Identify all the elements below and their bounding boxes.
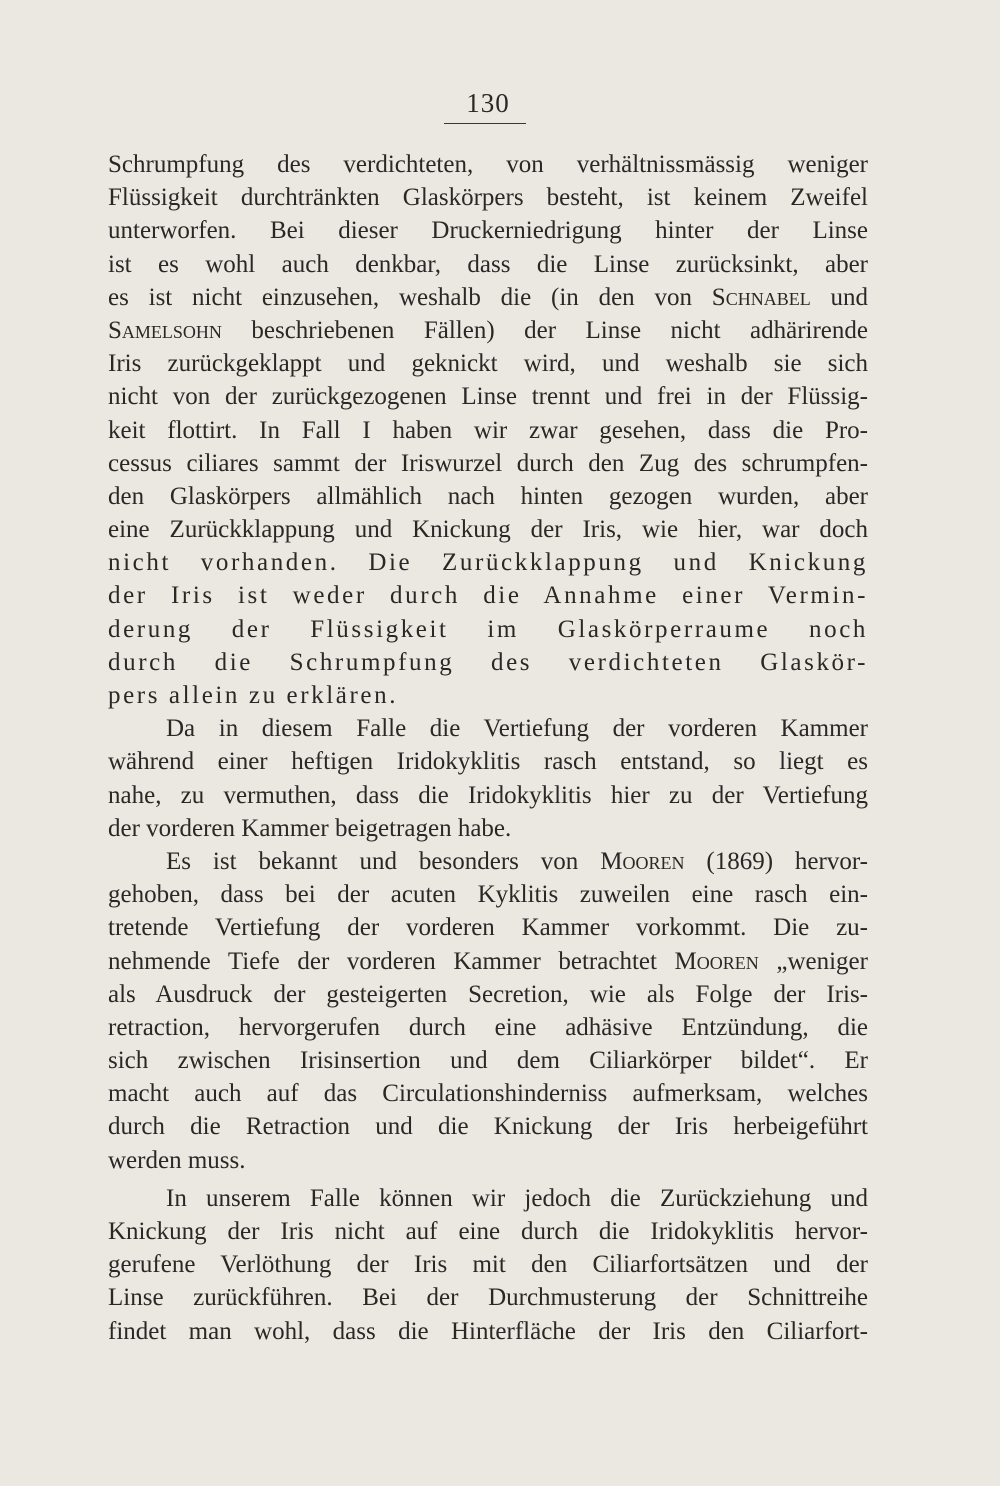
- text-line: Samelsohn beschriebenen Fällen) der Linse nicht adhärirende: [108, 316, 868, 344]
- text-line: eine Zurückklappung und Knickung der Iris, wie hier, war doch: [108, 516, 868, 544]
- page-number-rule: [444, 123, 526, 124]
- text-line: ist es wohl auch denkbar, dass die Linse zurücksinkt, aber: [108, 250, 868, 278]
- author-name: Schnabel: [711, 283, 811, 311]
- text-line: während einer heftigen Iridokyklitis rasch entstand, so liegt es: [108, 748, 868, 776]
- text-line-spaced: pers allein zu erklären.: [108, 682, 399, 709]
- text-line: macht auch auf das Circulationshinderniss aufmerksam, welches: [108, 1080, 868, 1108]
- text-line: gerufene Verlöthung der Iris mit den Ciliarfortsätzen und der: [108, 1251, 868, 1279]
- text-line: den Glaskörpers allmählich nach hinten gezogen wurden, aber: [108, 482, 868, 510]
- text-line: Flüssigkeit durchtränkten Glaskörpers besteht, ist keinem Zweifel: [108, 184, 868, 212]
- text-line: keit flottirt. In Fall I haben wir zwar gesehen, dass die Pro-: [108, 416, 868, 444]
- author-name: Mooren: [600, 847, 685, 875]
- text-line: Iris zurückgeklappt und geknickt wird, und weshalb sie sich: [108, 350, 868, 378]
- text-line: nahe, zu vermuthen, dass die Iridokyklitis hier zu der Vertiefung: [108, 781, 868, 809]
- text-line-spaced: nicht vorhanden. Die Zurückklappung und Knickung: [108, 549, 868, 577]
- text-line: retraction, hervorgerufen durch eine adhäsive Entzündung, die: [108, 1013, 868, 1041]
- text-line: In unserem Falle können wir jedoch die Zurückziehung und: [166, 1184, 868, 1212]
- text-line: findet man wohl, dass die Hinterfläche der Iris den Ciliarfort-: [108, 1317, 868, 1345]
- text-line: Da in diesem Falle die Vertiefung der vorderen Kammer: [166, 715, 868, 743]
- text-line-spaced: der Iris ist weder durch die Annahme einer Vermin-: [108, 582, 868, 610]
- text-line: Es ist bekannt und besonders von Mooren (1869) hervor-: [166, 847, 868, 875]
- text-line-spaced: derung der Flüssigkeit im Glaskörperraume noch: [108, 615, 868, 643]
- text-line: als Ausdruck der gesteigerten Secretion, wie als Folge der Iris-: [108, 980, 868, 1008]
- text-line: cessus ciliares sammt der Iriswurzel durch den Zug des schrumpfen-: [108, 449, 868, 477]
- body-text: [108, 148, 868, 1348]
- text-line: nehmende Tiefe der vorderen Kammer betrachtet Mooren „weniger: [108, 947, 868, 975]
- text-line: es ist nicht einzusehen, weshalb die (in den von Schnabel und: [108, 283, 869, 311]
- text-line: tretende Vertiefung der vorderen Kammer vorkommt. Die zu-: [108, 914, 868, 942]
- text-line: unterworfen. Bei dieser Druckerniedrigung hinter der Linse: [108, 217, 868, 245]
- text-line: nicht von der zurückgezogenen Linse trennt und frei in der Flüssig-: [108, 383, 868, 411]
- text-line-spaced: durch die Schrumpfung des verdichteten Glaskör-: [108, 648, 868, 676]
- text-line: gehoben, dass bei der acuten Kyklitis zuweilen eine rasch ein-: [108, 881, 868, 909]
- text-line: Knickung der Iris nicht auf eine durch die Iridokyklitis hervor-: [108, 1218, 868, 1245]
- page-number: 130: [466, 88, 510, 118]
- text-line: Schrumpfung des verdichteten, von verhältnissmässig weniger: [108, 151, 868, 178]
- text-line: sich zwischen Irisinsertion und dem Ciliarkörper bildet“. Er: [108, 1047, 868, 1075]
- author-name: Mooren: [674, 947, 759, 975]
- text-line: werden muss.: [108, 1146, 246, 1174]
- author-name: Samelsohn: [108, 316, 222, 344]
- text-line: der vorderen Kammer beigetragen habe.: [108, 814, 512, 842]
- text-line: durch die Retraction und die Knickung der Iris herbeigeführt: [108, 1113, 868, 1141]
- text-line: Linse zurückführen. Bei der Durchmusterung der Schnittreihe: [108, 1284, 868, 1312]
